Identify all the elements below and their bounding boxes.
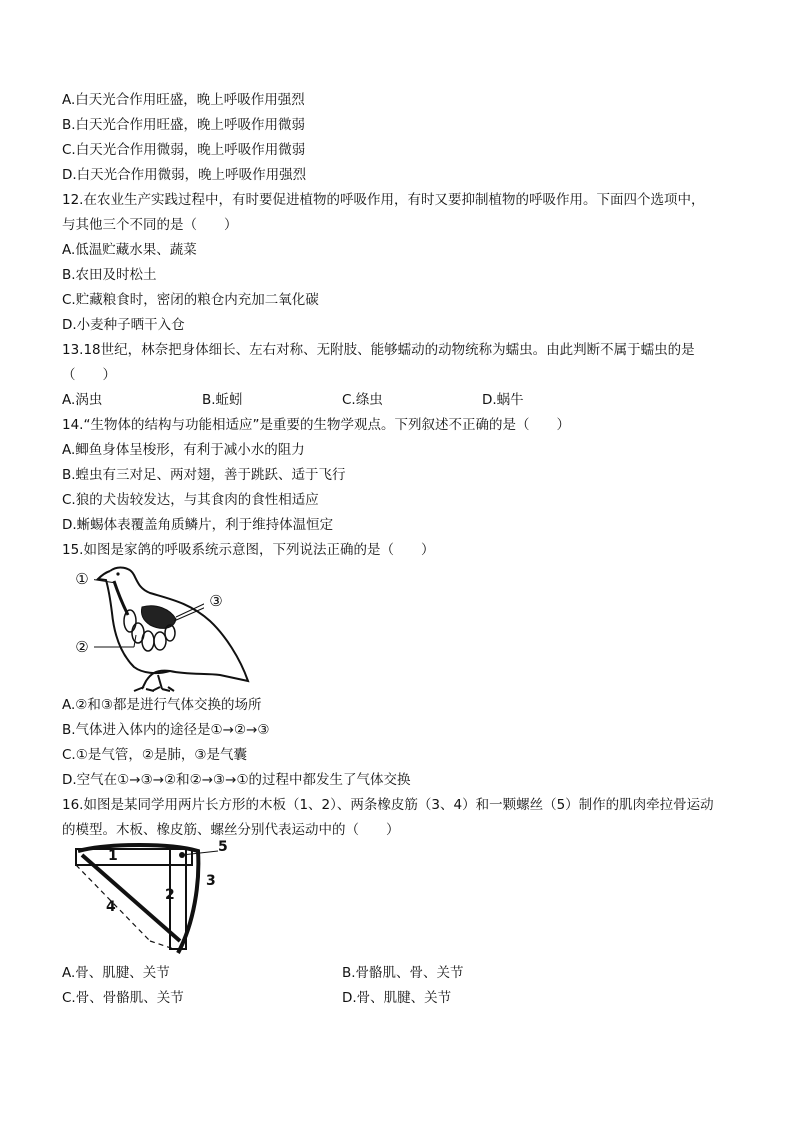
q12-option-b: B.农田及时松土 — [62, 267, 157, 283]
muscle-bone-model-figure — [62, 839, 742, 961]
q13-option-a: A.涡虫 — [62, 392, 103, 408]
q15-option-c: C.①是气管，②是肺，③是气囊 — [62, 747, 248, 763]
model-label-5: 5 — [218, 839, 228, 855]
q13-stem-line2: （ ） — [62, 367, 116, 383]
q12-stem-line2: 与其他三个不同的是（ ） — [62, 217, 238, 233]
q16-option-b: B.骨骼肌、骨、关节 — [342, 965, 464, 981]
pigeon-diagram — [70, 563, 270, 693]
q13-options — [62, 388, 742, 413]
q15-option-d: D.空气在①→③→②和②→③→①的过程中都发生了气体交换 — [62, 772, 411, 788]
model-label-4: 4 — [106, 899, 116, 915]
q11-option-c: C.白天光合作用微弱，晚上呼吸作用微弱 — [62, 142, 306, 158]
q13-stem-line1: 13.18世纪，林奈把身体细长、左右对称、无附肢、能够蠕动的动物统称为蠕虫。由此判断不属于蠕虫的是 — [62, 342, 695, 358]
q11-option-d: D.白天光合作用微弱，晚上呼吸作用强烈 — [62, 167, 307, 183]
q11-option-a: A.白天光合作用旺盛，晚上呼吸作用强烈 — [62, 92, 305, 108]
q12-stem-line1: 12.在农业生产实践过程中，有时要促进植物的呼吸作用，有时又要抑制植物的呼吸作用。下面四个选项中， — [62, 192, 705, 208]
figure-label-1: ① — [70, 565, 94, 593]
q15-stem: 15.如图是家鸽的呼吸系统示意图，下列说法正确的是（ ） — [62, 542, 435, 558]
q13-option-c: C.绦虫 — [342, 392, 383, 408]
q15-option-b: B.气体进入体内的途径是①→②→③ — [62, 722, 270, 738]
q16-options-row1 — [62, 961, 742, 986]
q12-option-a: A.低温贮藏水果、蔬菜 — [62, 242, 197, 258]
q14-option-d: D.蜥蜴体表覆盖角质鳞片，利于维持体温恒定 — [62, 517, 334, 533]
q11-option-b: B.白天光合作用旺盛，晚上呼吸作用微弱 — [62, 117, 306, 133]
q14-option-a: A.鲫鱼身体呈梭形，有利于减小水的阻力 — [62, 442, 305, 458]
q12-option-d: D.小麦种子晒干入仓 — [62, 317, 185, 333]
q16-option-c: C.骨、骨骼肌、关节 — [62, 990, 184, 1006]
q14-option-c: C.狼的犬齿较发达，与其食肉的食性相适应 — [62, 492, 319, 508]
figure-label-3: ③ — [204, 587, 228, 615]
q14-stem: 14.“生物体的结构与功能相适应”是重要的生物学观点。下列叙述不正确的是（ ） — [62, 417, 570, 433]
figure-label-2: ② — [70, 633, 94, 661]
q16-option-a: A.骨、肌腱、关节 — [62, 965, 170, 981]
q16-options-row2 — [62, 986, 742, 1011]
q15-option-a: A.②和③都是进行气体交换的场所 — [62, 697, 262, 713]
model-label-1: 1 — [108, 848, 118, 864]
q13-option-b: B.蚯蚓 — [202, 392, 243, 408]
pigeon-respiratory-figure — [62, 563, 742, 693]
model-label-2: 2 — [165, 887, 175, 903]
q14-option-b: B.蝗虫有三对足、两对翅，善于跳跃、适于飞行 — [62, 467, 346, 483]
model-label-3: 3 — [206, 873, 216, 889]
q12-option-c: C.贮藏粮食时，密闭的粮仓内充加二氧化碳 — [62, 292, 319, 308]
exam-page — [62, 88, 742, 1011]
q16-stem-line1: 16.如图是某同学用两片长方形的木板（1、2）、两条橡皮筋（3、4）和一颗螺丝（5）制作的肌肉牵拉骨运动 — [62, 797, 714, 813]
q13-option-d: D.蜗牛 — [482, 392, 524, 408]
q16-option-d: D.骨、肌腱、关节 — [342, 990, 452, 1006]
q16-stem-line2: 的模型。木板、橡皮筋、螺丝分别代表运动中的（ ） — [62, 822, 400, 838]
